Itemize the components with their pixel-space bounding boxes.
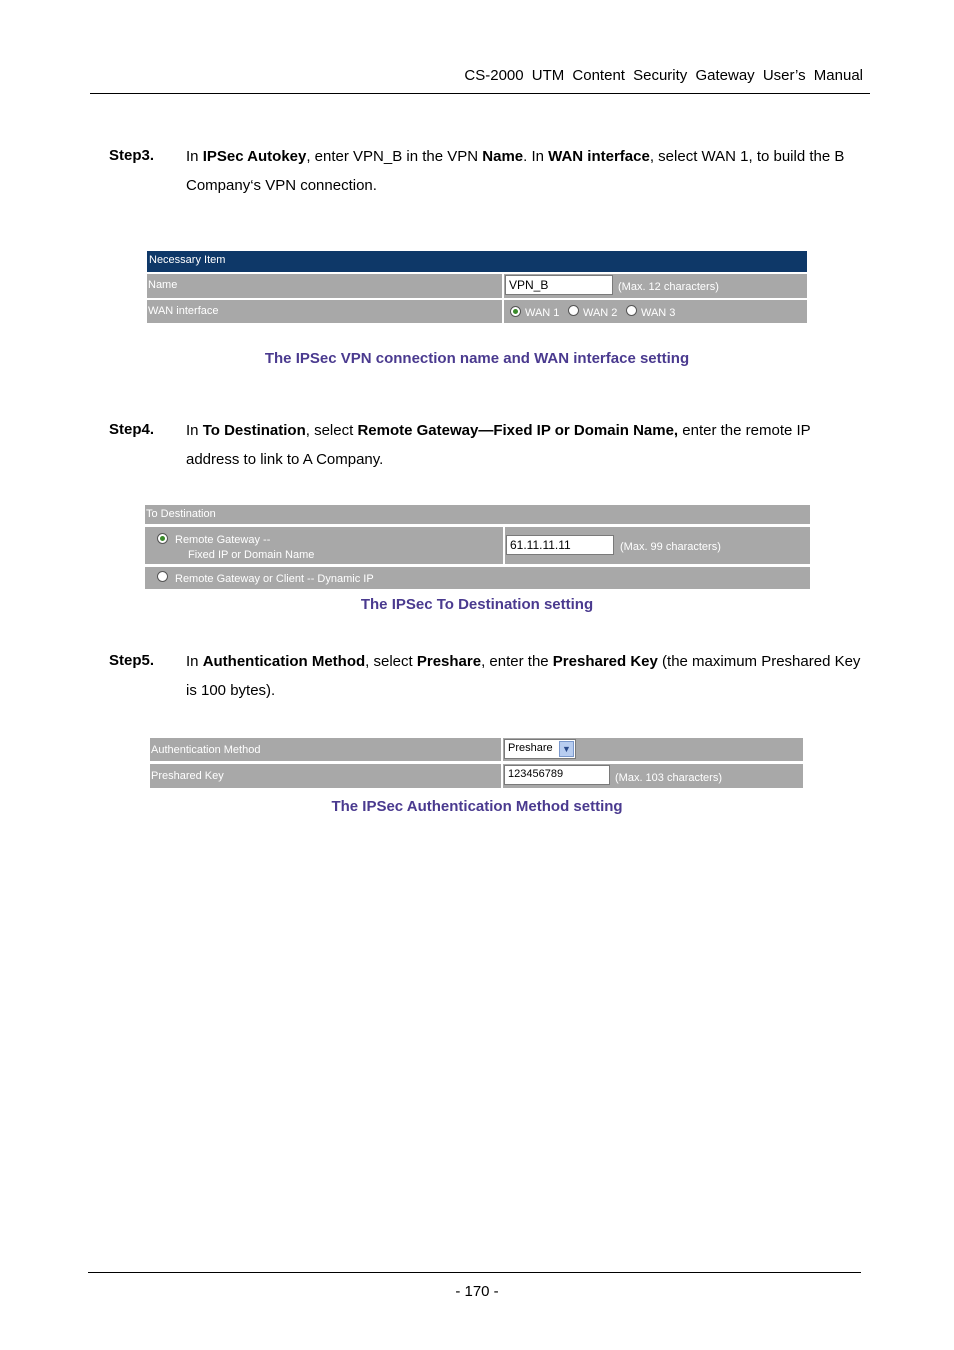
to-destination-panel [145, 505, 810, 589]
header-rule [90, 93, 870, 94]
wan1-radio[interactable] [510, 306, 521, 317]
wan3-radio[interactable] [626, 305, 637, 316]
step-4-label: Step4. [109, 421, 155, 438]
destination-header [145, 505, 810, 524]
step-text-segment: Name [482, 148, 524, 165]
wan3-label: WAN 3 [641, 307, 676, 319]
dynamic-ip-option-cell [145, 567, 810, 589]
preshared-key-label: Preshared Key [151, 770, 224, 782]
step-text-segment: , select WAN 1, to build the B Company‘s VPN connection. [186, 148, 845, 194]
chevron-down-icon[interactable]: ▼ [559, 741, 574, 757]
name-hint: (Max. 12 characters) [618, 281, 719, 293]
step-text-segment: In [186, 148, 203, 165]
step-3-text [186, 142, 866, 200]
name-input[interactable]: VPN_B [505, 275, 613, 295]
step-text-segment: To Destination [202, 422, 306, 439]
step-3-label: Step3. [109, 147, 155, 164]
step-4-text [186, 416, 866, 474]
destination-header-label: To Destination [146, 508, 216, 520]
name-value-cell [504, 274, 807, 298]
step-text-segment: In [186, 422, 203, 439]
auth-method-value-cell [503, 738, 803, 761]
step-text-segment: , enter VPN_B in the VPN [306, 148, 483, 165]
auth-method-label: Authentication Method [151, 744, 261, 756]
step-text-segment: (the maximum Preshared Key is 100 bytes). [186, 653, 861, 699]
step-text-segment: IPSec Autokey [202, 148, 307, 165]
panel-header [147, 251, 807, 272]
page-number: - 170 - [455, 1283, 499, 1300]
preshared-key-label-cell [150, 764, 501, 788]
fixed-ip-line1: Remote Gateway -- [175, 534, 271, 546]
dynamic-ip-label: Remote Gateway or Client -- Dynamic IP [175, 573, 374, 585]
step-text-segment: Remote Gateway—Fixed IP or Domain Name, [357, 422, 679, 439]
fixed-ip-option-cell [145, 527, 503, 564]
authentication-panel [150, 738, 803, 788]
wan-options-cell [504, 300, 807, 323]
step-text-segment: In [186, 653, 203, 670]
auth-method-select[interactable] [504, 739, 576, 759]
step-text-segment: enter the remote IP address to link to A Company. [186, 422, 811, 468]
step-text-segment: Authentication Method [202, 653, 366, 670]
step-5-label: Step5. [109, 652, 155, 669]
step-5-text [186, 647, 866, 705]
fixed-ip-line2: Fixed IP or Domain Name [188, 549, 315, 561]
wan2-radio[interactable] [568, 305, 579, 316]
manual-title: CS-2000 UTM Content Security Gateway User’s Manual [464, 67, 863, 84]
ip-value-cell [505, 527, 810, 564]
wan2-label: WAN 2 [583, 307, 618, 319]
step-text-segment: Preshare [416, 653, 482, 670]
key-hint: (Max. 103 characters) [615, 772, 722, 784]
necessary-item-panel [147, 251, 807, 323]
step-text-segment: , enter the [481, 653, 553, 670]
dynamic-ip-radio[interactable] [157, 571, 168, 582]
wan-label-cell [147, 300, 502, 323]
ip-hint: (Max. 99 characters) [620, 541, 721, 553]
preshared-key-value-cell [503, 764, 803, 788]
step-text-segment: , select [365, 653, 417, 670]
step-text-segment: . In [523, 148, 549, 165]
step-text-segment: WAN interface [548, 148, 650, 165]
caption-destination-setting: The IPSec To Destination setting [360, 596, 594, 613]
name-label-cell [147, 274, 502, 298]
auth-method-value: Preshare [508, 742, 553, 754]
step-text-segment: , select [305, 422, 358, 439]
auth-method-label-cell [150, 738, 501, 761]
wan1-label: WAN 1 [525, 307, 560, 319]
caption-wan-setting: The IPSec VPN connection name and WAN interface setting [264, 350, 690, 367]
preshared-key-input[interactable]: 123456789 [504, 765, 610, 785]
footer-rule [88, 1272, 861, 1273]
step-text-segment: Preshared Key [552, 653, 658, 670]
caption-authentication-setting: The IPSec Authentication Method setting [331, 798, 623, 815]
wan-label: WAN interface [148, 305, 219, 317]
fixed-ip-radio[interactable] [157, 533, 168, 544]
name-label: Name [148, 279, 178, 291]
panel-header-label: Necessary Item [149, 254, 226, 266]
remote-ip-input[interactable]: 61.11.11.11 [506, 535, 614, 555]
